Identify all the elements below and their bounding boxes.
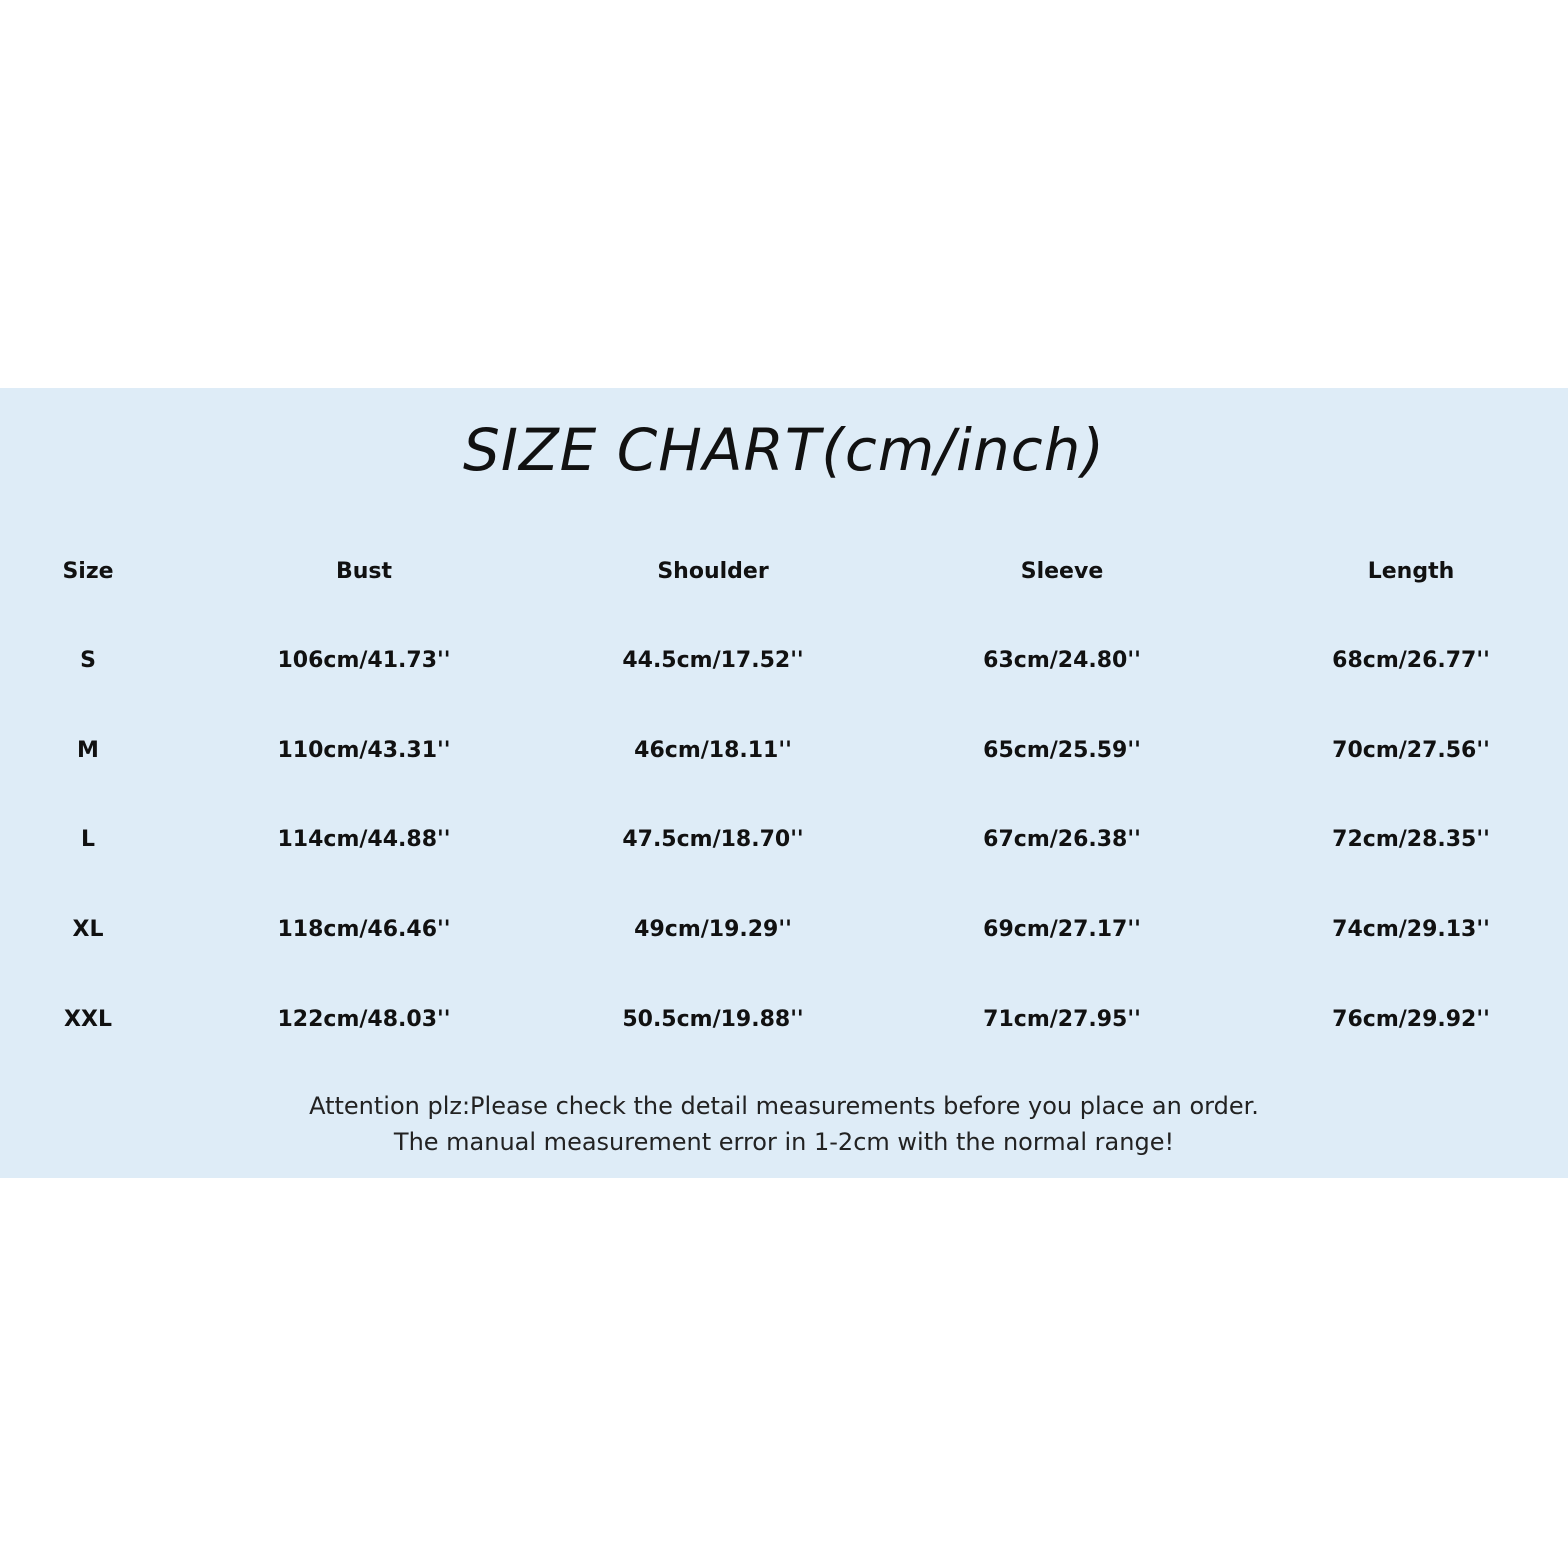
sleeve-cell: 67cm/26.38'': [983, 827, 1141, 852]
header-shoulder: Shoulder: [657, 559, 769, 584]
sleeve-cell: 71cm/27.95'': [983, 1007, 1141, 1032]
table-row: [0, 910, 1568, 950]
length-cell: 72cm/28.35'': [1332, 827, 1490, 852]
size-cell: S: [80, 648, 96, 673]
attention-note: Attention plz:Please check the detail measurements before you place an order.: [309, 1092, 1259, 1120]
sleeve-cell: 63cm/24.80'': [983, 648, 1141, 673]
table-header-row: [0, 552, 1568, 592]
header-bust: Bust: [335, 559, 393, 584]
length-cell: 68cm/26.77'': [1332, 648, 1490, 673]
bust-cell: 114cm/44.88'': [277, 827, 451, 852]
header-length: Length: [1367, 559, 1455, 584]
table-row: [0, 1000, 1568, 1040]
size-cell: XXL: [64, 1007, 112, 1032]
sleeve-cell: 65cm/25.59'': [983, 738, 1141, 763]
header-sleeve: Sleeve: [1020, 559, 1104, 584]
header-size: Size: [62, 559, 114, 584]
length-cell: 76cm/29.92'': [1332, 1007, 1490, 1032]
length-cell: 70cm/27.56'': [1332, 738, 1490, 763]
size-cell: XL: [72, 917, 104, 942]
length-cell: 74cm/29.13'': [1332, 917, 1490, 942]
table-row: [0, 820, 1568, 860]
size-cell: M: [77, 738, 99, 763]
sleeve-cell: 69cm/27.17'': [983, 917, 1141, 942]
bust-cell: 118cm/46.46'': [277, 917, 451, 942]
measurement-error-note: The manual measurement error in 1-2cm with the normal range!: [393, 1128, 1175, 1156]
shoulder-cell: 46cm/18.11'': [634, 738, 792, 763]
shoulder-cell: 47.5cm/18.70'': [622, 827, 804, 852]
size-chart-panel: [0, 388, 1568, 1178]
size-chart-title: SIZE CHART(cm/inch): [463, 416, 1105, 484]
bust-cell: 110cm/43.31'': [277, 738, 451, 763]
shoulder-cell: 49cm/19.29'': [634, 917, 792, 942]
shoulder-cell: 50.5cm/19.88'': [622, 1007, 804, 1032]
size-cell: L: [80, 827, 96, 852]
table-row: [0, 731, 1568, 771]
table-row: [0, 641, 1568, 681]
bust-cell: 122cm/48.03'': [277, 1007, 451, 1032]
shoulder-cell: 44.5cm/17.52'': [622, 648, 804, 673]
bust-cell: 106cm/41.73'': [277, 648, 451, 673]
